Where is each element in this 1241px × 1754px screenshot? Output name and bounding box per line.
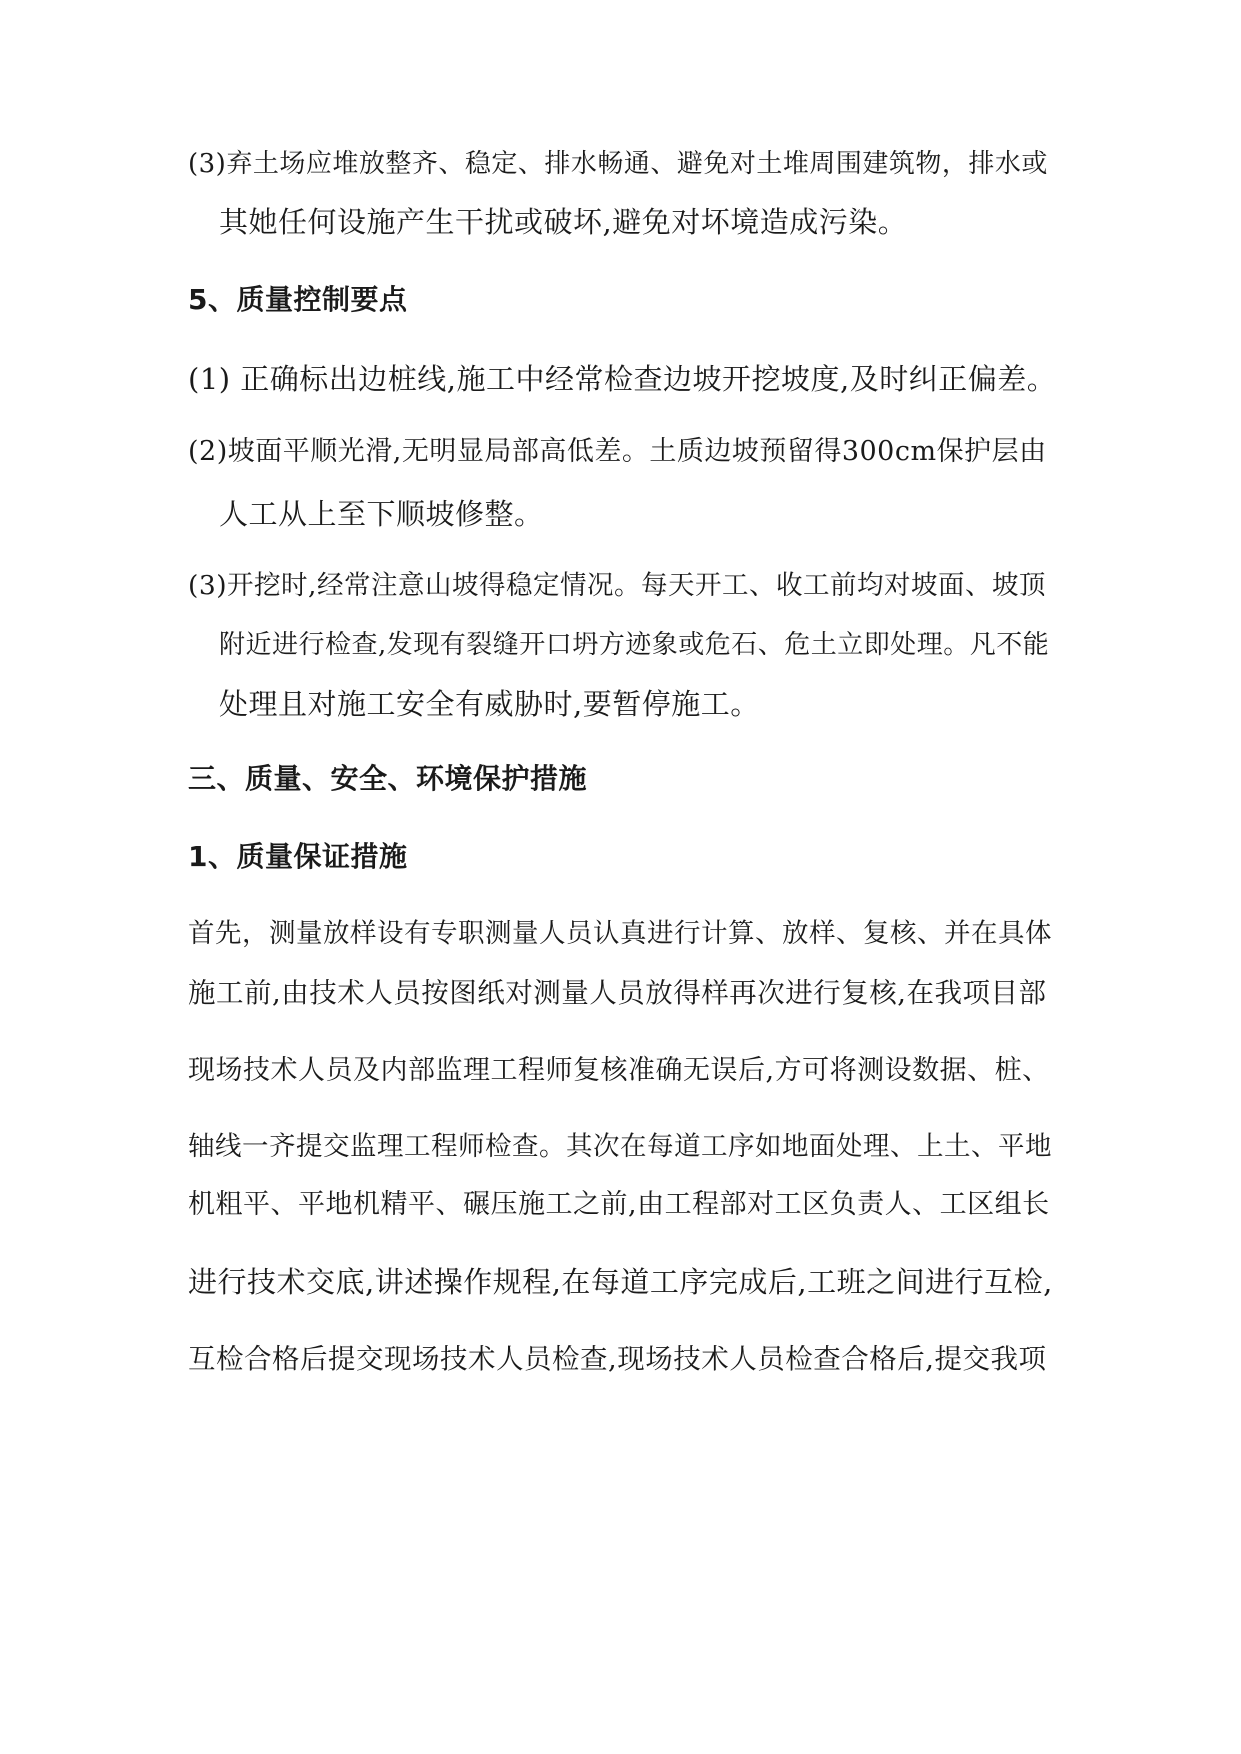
paragraph-line: (3)开挖时,经常注意山坡得稳定情况。每天开工、收工前均对坡面、坡顶 [188, 570, 1046, 601]
paragraph-line: 处理且对施工安全有威胁时,要暂停施工。 [219, 687, 760, 721]
paragraph-line: (1) 正确标出边桩线,施工中经常检查边坡开挖坡度,及时纠正偏差。 [188, 362, 1057, 396]
paragraph-line: 轴线一齐提交监理工程师检查。其次在每道工序如地面处理、上土、平地 [188, 1131, 1052, 1162]
paragraph-line: 其她任何设施产生干扰或破坏,避免对坏境造成污染。 [219, 205, 908, 239]
paragraph-line: 附近进行检查,发现有裂缝开口坍方迹象或危石、危土立即处理。凡不能 [219, 630, 1050, 660]
paragraph-line: 进行技术交底,讲述操作规程,在每道工序完成后,工班之间进行互检, [188, 1265, 1053, 1299]
paragraph-line: 人工从上至下顺坡修整。 [219, 497, 544, 531]
paragraph-line: 首先，测量放样设有专职测量人员认真进行计算、放样、复核、并在具体 [188, 918, 1052, 949]
chapter-heading: 三、质量、安全、环境保护措施 [188, 762, 588, 795]
paragraph-line: 施工前,由技术人员按图纸对测量人员放得样再次进行复核,在我项目部 [188, 977, 1047, 1009]
section-heading: 5、质量控制要点 [188, 283, 408, 316]
paragraph-line: (2)坡面平顺光滑,无明显局部高低差。土质边坡预留得300cm保护层由 [188, 436, 1047, 467]
paragraph-line: 现场技术人员及内部监理工程师复核准确无误后,方可将测设数据、桩、 [188, 1055, 1050, 1086]
paragraph-line: (3)弃土场应堆放整齐、稳定、排水畅通、避免对土堆周围建筑物，排水或 [188, 149, 1048, 179]
paragraph-line: 机粗平、平地机精平、碾压施工之前,由工程部对工区负责人、工区组长 [188, 1189, 1050, 1220]
paragraph-line: 互检合格后提交现场技术人员检查,现场技术人员检查合格后,提交我项 [188, 1343, 1047, 1375]
section-heading: 1、质量保证措施 [188, 840, 408, 873]
